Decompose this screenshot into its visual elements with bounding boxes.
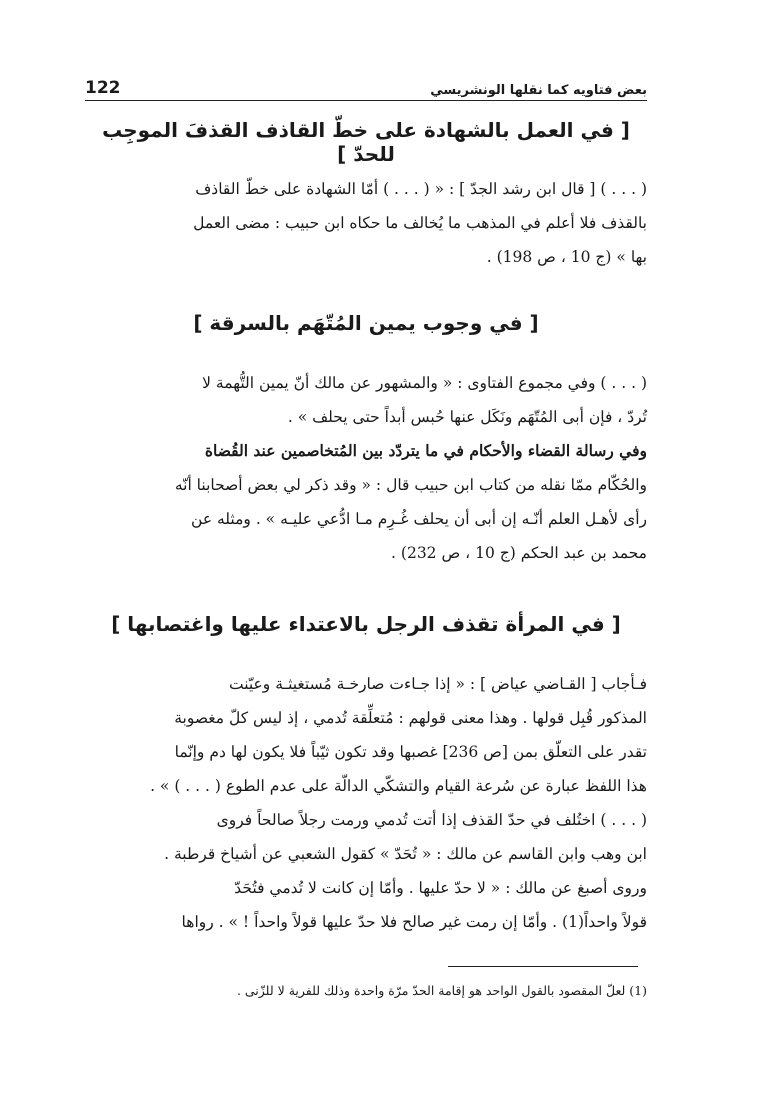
text-line: تُردّ ، فإن أبى المُتّهَم ونَكَل عنها حُبس أبداً حتى يحلف » . [287,408,647,426]
text-line: المذكور قُبِل قولها . وهذا معنى قولهم : مُتعلِّقة تُدمي ، إذ ليس كلّ مغصوبة [174,709,647,727]
header-divider [85,100,647,101]
text-line: ( . . . ) اختُلف في حدّ القذف إذا أتت تُدمي ورمت رجلاً صالحاً فروى [216,811,647,829]
text-line: فـأجاب [ القـاضي عياض ] : « إذا جـاءت صارخـة مُستغيثـة وعيّنت [228,675,647,693]
section-2-paragraph [85,366,647,570]
text-line: هذا اللفظ عبارة عن سُرعة القيام والتشكّي الدالّة على عدم الطوع ( . . . ) » . [150,777,647,795]
page-header [85,68,647,98]
text-line: بالقذف فلا أعلم في المذهب ما يُخالف ما حكاه ابن حبيب : مضى العمل [193,214,647,232]
text-line: ( . . . ) [ قال ابن رشد الجدّ ] : « ( . . . ) أمّا الشهادة على خطّ القاذف [195,180,647,198]
footnote: (1) لعلّ المقصود بالقول الواحد هو إقامة الحدّ مرّة واحدة وذلك للفرية لا للزّنى . [236,983,647,998]
section-3-paragraph [85,667,647,939]
text-line: والحُكّام ممّا نقله من كتاب ابن حبيب قال : « وقد ذكر لي بعض أصحابنا أنّه [174,476,647,494]
text-line: محمد بن عبد الحكم (ج 10 ، ص 232) . [391,544,647,562]
text-line: وفي رسالة القضاء والأحكام في ما يتردّد بين المُتخاصمين عند القُضاة [204,441,647,460]
text-line: ( . . . ) وفي مجموع الفتاوى : « والمشهور عن مالك أنّ يمين التُّهمة لا [202,374,647,392]
running-title: بعض فتاويه كما نقلها الونشريسي [430,83,647,98]
text-line: قولاً واحداً(1) . وأمّا إن رمت غير صالح فلا حدّ عليها قولاً واحداً ! » . رواها [181,913,647,931]
text-line: بها » (ج 10 ، ص 198) . [486,248,647,266]
page-number: 122 [85,78,121,98]
text-line: ابن وهب وابن القاسم عن مالك : « تُحَدّ » كقول الشعبي عن أشياخ قرطبة . [164,845,647,863]
section-heading-3: [ في المرأة تقذف الرجل بالاعتداء عليها واغتصابها ] [111,612,621,636]
section-heading-2: [ في وجوب يمين المُتّهَم بالسرقة ] [193,311,539,335]
footnote-divider [448,966,638,967]
text-line: تقدر على التعلّق بمن [ص 236] غصبها وقد تكون ثيّباً فلا يكون لها دم وإنّما [174,743,647,761]
section-1-paragraph [85,172,647,274]
text-line: رأى لأهـل العلم أنّـه إن أبى أن يحلف غُـرِم مـا ادُّعي عليـه » . ومثله عن [191,510,647,528]
section-heading-1: [ في العمل بالشهادة على خطّ القاذف القذفَ الموجِب للحدّ ] [102,118,630,166]
text-line: وروى أصبغ عن مالك : « لا حدّ عليها . وأمّا إن كانت لا تُدمي فتُحَدّ [234,879,647,897]
